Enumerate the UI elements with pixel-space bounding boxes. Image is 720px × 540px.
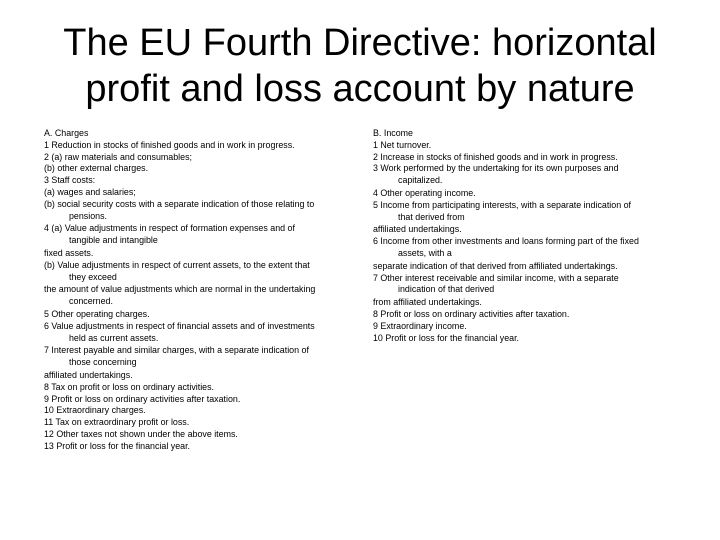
charges-line: 5 Other operating charges. <box>44 308 150 319</box>
income-heading: B. Income <box>373 128 413 138</box>
charges-line: 12 Other taxes not shown under the above items. <box>44 428 238 439</box>
charges-line-continuation: tangible and intangible <box>69 235 158 246</box>
charges-line: 9 Profit or loss on ordinary activities after taxation. <box>44 393 241 404</box>
charges-line: 1 Reduction in stocks of finished goods and in work in progress. <box>44 139 295 150</box>
income-line-continuation: indication of that derived <box>398 284 495 295</box>
slide-title-line-1: The EU Fourth Directive: horizontal <box>63 22 657 64</box>
income-line-continuation: capitalized. <box>398 175 443 186</box>
income-line: from affiliated undertakings. <box>373 297 482 308</box>
income-line: 4 Other operating income. <box>373 187 476 198</box>
income-line: 7 Other interest receivable and similar income, with a separate <box>373 272 619 283</box>
charges-line: 2 (a) raw materials and consumables; <box>44 151 192 162</box>
charges-line-continuation: concerned. <box>69 296 113 307</box>
income-line: separate indication of that derived from affiliated undertakings. <box>373 260 618 271</box>
income-line: 8 Profit or loss on ordinary activities after taxation. <box>373 308 570 319</box>
charges-line: 3 Staff costs: <box>44 175 96 186</box>
charges-line: 10 Extraordinary charges. <box>44 405 146 416</box>
income-line: 3 Work performed by the undertaking for its own purposes and <box>373 163 619 174</box>
charges-line: (b) Value adjustments in respect of current assets, to the extent that <box>44 259 310 270</box>
charges-line: (b) other external charges. <box>44 163 149 174</box>
charges-heading: A. Charges <box>44 128 89 138</box>
charges-line-continuation: those concerning <box>69 357 137 368</box>
income-line-continuation: that derived from <box>398 211 465 222</box>
charges-line: 7 Interest payable and similar charges, with a separate indication of <box>44 345 309 356</box>
charges-line: 6 Value adjustments in respect of financial assets and of investments <box>44 320 315 331</box>
charges-column <box>44 128 359 453</box>
charges-line: 8 Tax on profit or loss on ordinary activities. <box>44 381 215 392</box>
slide-title <box>0 20 720 112</box>
income-line: 1 Net turnover. <box>373 139 432 150</box>
charges-line-continuation: they exceed <box>69 271 117 282</box>
income-line: 2 Increase in stocks of finished goods and in work in progress. <box>373 151 618 162</box>
charges-line: 13 Profit or loss for the financial year. <box>44 440 191 451</box>
charges-line: 4 (a) Value adjustments in respect of formation expenses and of <box>44 223 295 234</box>
slide-title-line-2: profit and loss account by nature <box>85 68 635 110</box>
income-line: affiliated undertakings. <box>373 224 462 235</box>
charges-line: (b) social security costs with a separate indication of those relating to <box>44 198 315 209</box>
income-line: 6 Income from other investments and loans forming part of the fixed <box>373 236 639 247</box>
income-line: 5 Income from participating interests, with a separate indication of <box>373 199 631 210</box>
charges-line-continuation: held as current assets. <box>69 332 159 343</box>
charges-line: 11 Tax on extraordinary profit or loss. <box>44 417 190 428</box>
charges-line: (a) wages and salaries; <box>44 186 136 197</box>
income-line: 9 Extraordinary income. <box>373 320 467 331</box>
income-line: 10 Profit or loss for the financial year. <box>373 332 520 343</box>
charges-line: affiliated undertakings. <box>44 369 133 380</box>
charges-line: fixed assets. <box>44 247 94 258</box>
charges-line: the amount of value adjustments which are normal in the undertaking <box>44 284 316 295</box>
income-column <box>373 128 683 344</box>
charges-line-continuation: pensions. <box>69 210 107 221</box>
income-line-continuation: assets, with a <box>398 247 452 258</box>
